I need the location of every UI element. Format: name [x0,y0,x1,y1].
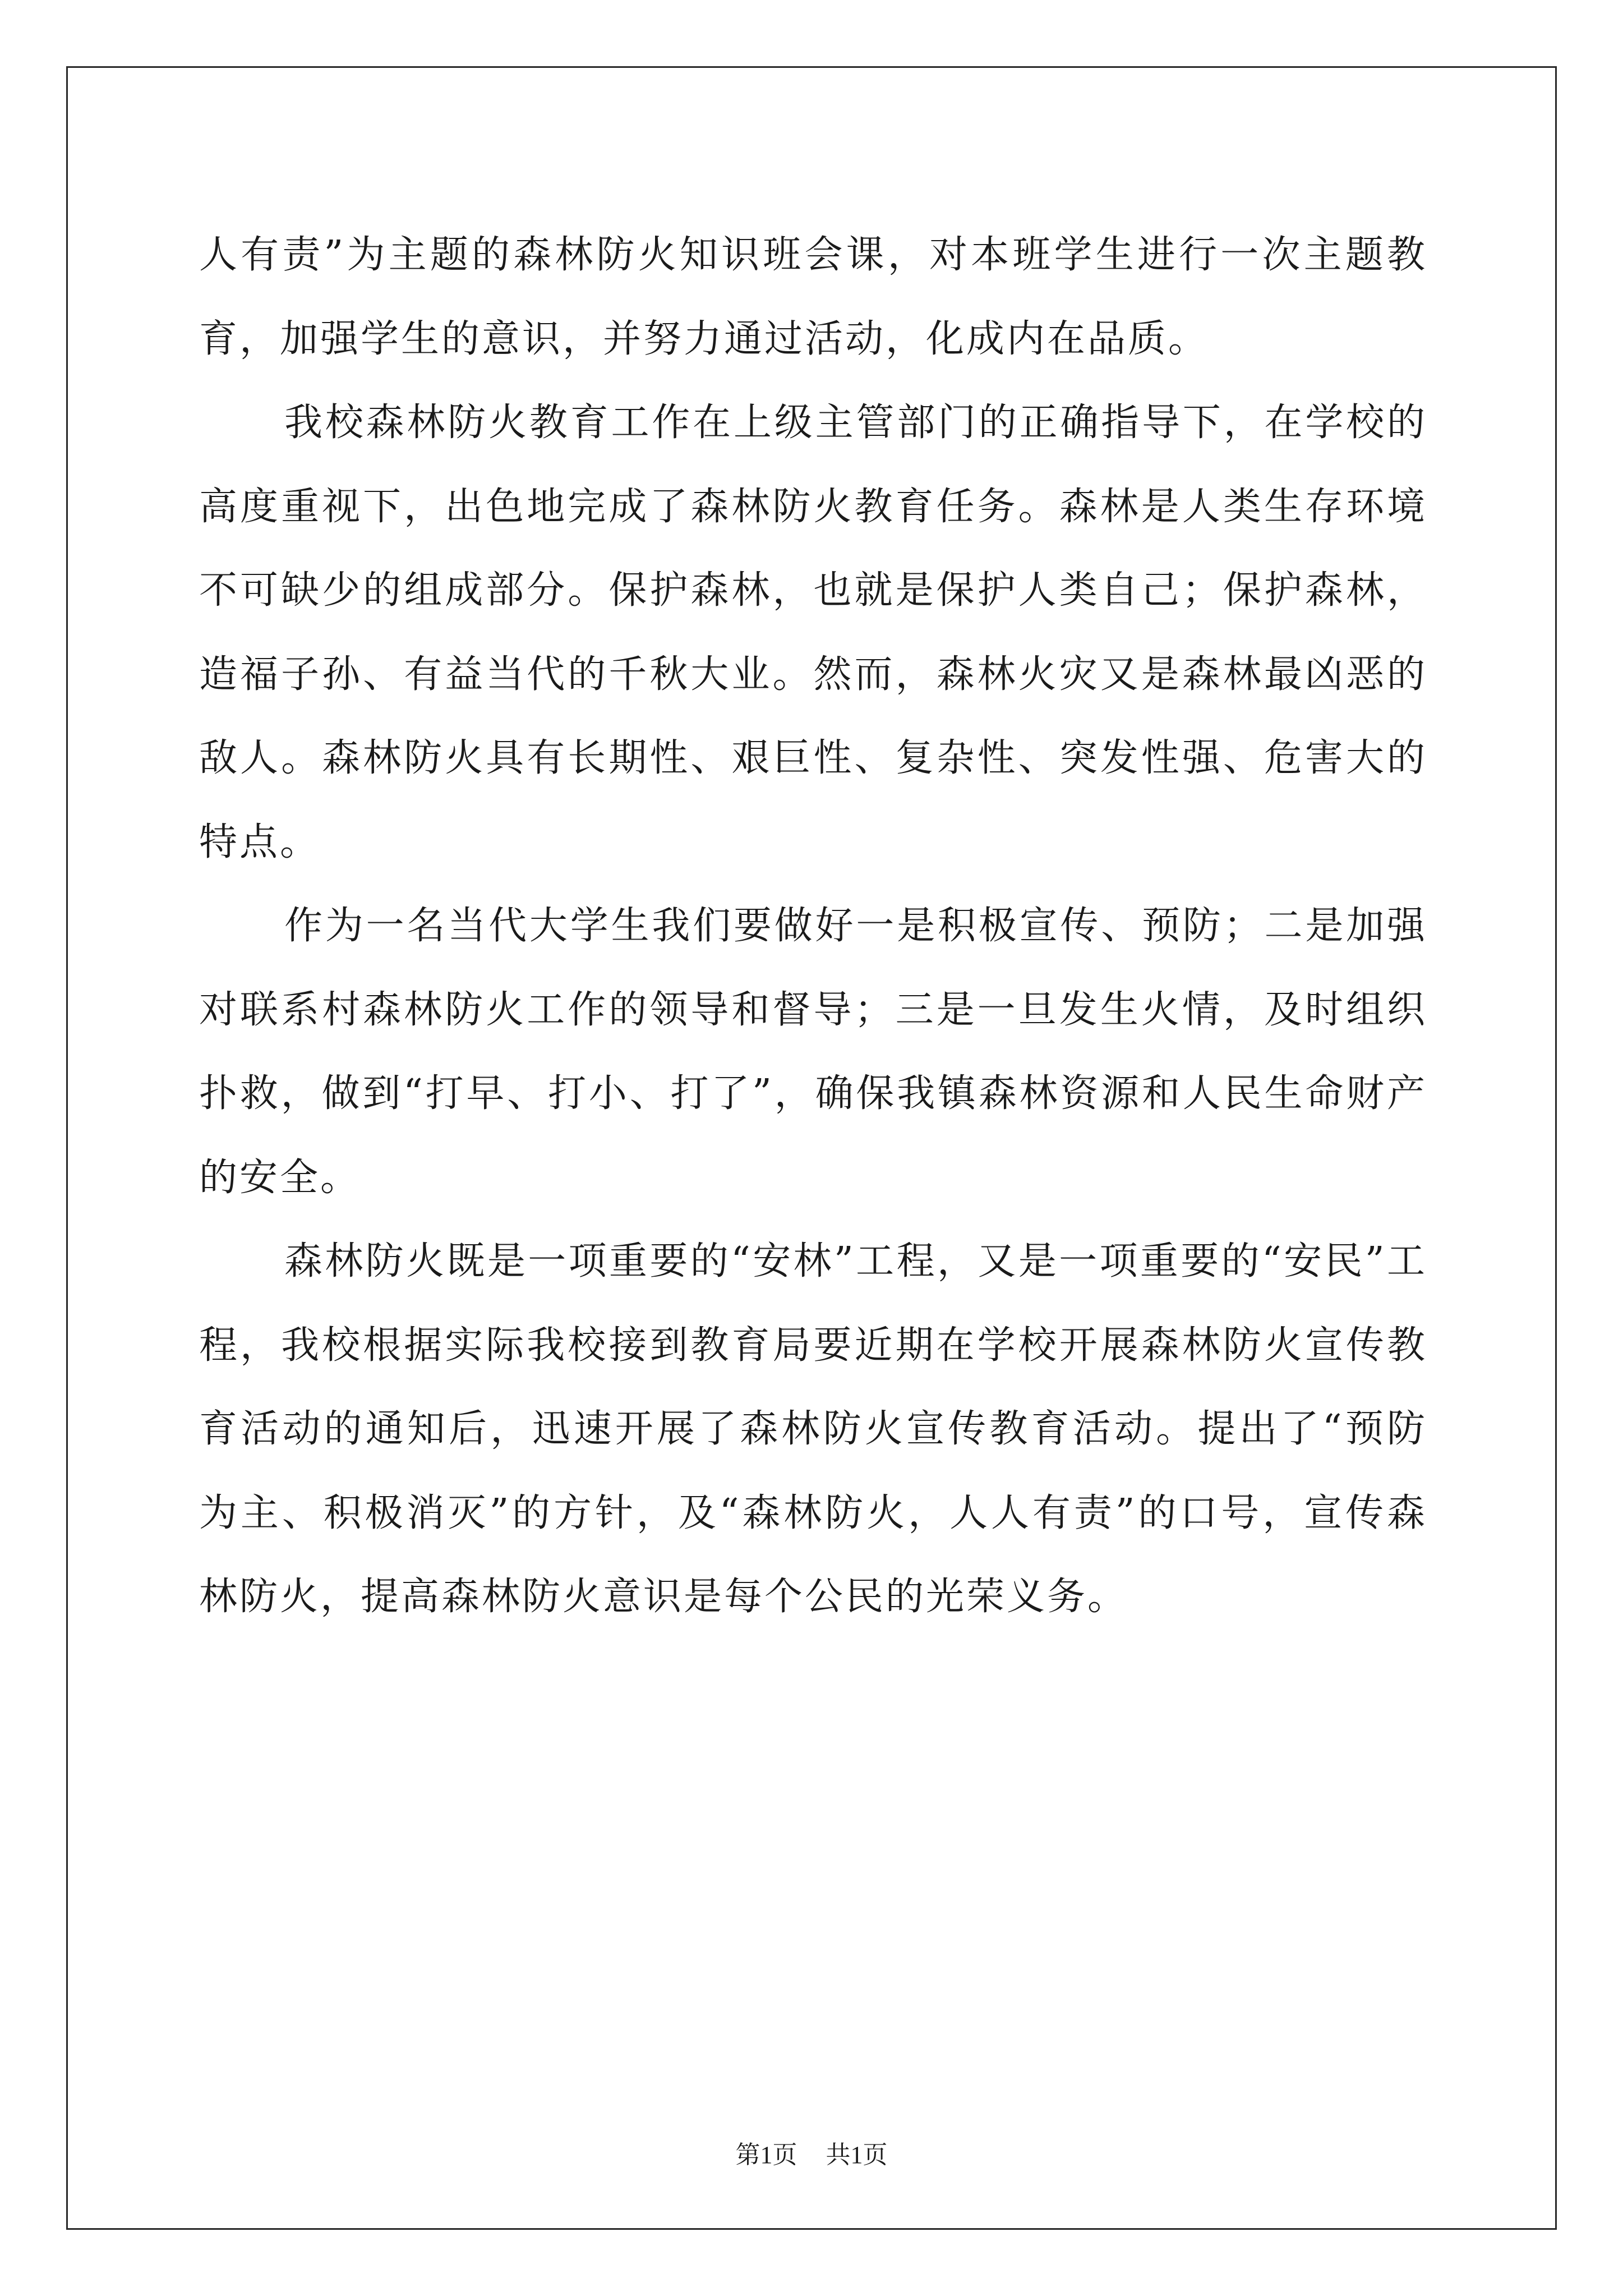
paragraph: 森林防火既是一项重要的“安林”工程，又是一项重要的“安民”工程，我校根据实际我校接到教育局要近期在学校开展森林防火宣传教育活动的通知后，迅速开展了森林防火宣传教育活动。提出了“预防为主、积极消灭”的方针，及“森林防火，人人有责”的口号，宣传森林防火，提高森林防火意识是每个公民的光荣义务。 [199,1239,1427,1619]
page-footer [0,2134,1623,2170]
paragraph: 我校森林防火教育工作在上级主管部门的正确指导下，在学校的高度重视下，出色地完成了森林防火教育任务。森林是人类生存环境不可缺少的组成部分。保护森林，也就是保护人类自己；保护森林，造福子孙、有益当代的千秋大业。然而，森林火灾又是森林最凶恶的敌人。森林防火具有长期性、艰巨性、复杂性、突发性强、危害大的特点。 [199,401,1427,864]
document-body [199,213,1427,1639]
paragraph: 人有责”为主题的森林防火知识班会课，对本班学生进行一次主题教育，加强学生的意识，并努力通过活动，化成内在品质。 [199,233,1427,361]
page-number: 第1页 [735,2141,797,2169]
paragraph: 作为一名当代大学生我们要做好一是积极宣传、预防；二是加强对联系村森林防火工作的领导和督导；三是一旦发生火情，及时组织扑救，做到“打早、打小、打了”，确保我镇森林资源和人民生命财产的安全。 [199,904,1427,1200]
page-count: 共1页 [826,2141,888,2169]
